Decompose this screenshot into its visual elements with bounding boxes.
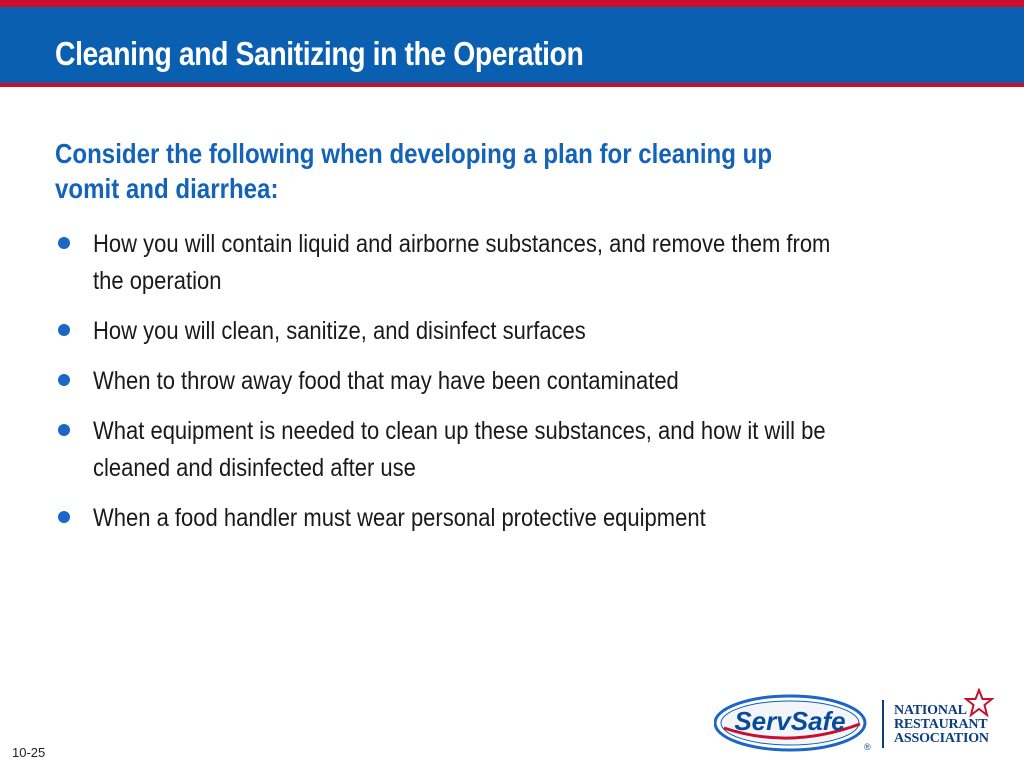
slide-header [0, 7, 1024, 83]
nra-line: ASSOCIATION [894, 731, 989, 746]
bullet-icon [58, 374, 70, 386]
list-item [55, 226, 955, 300]
bullet-icon [58, 511, 70, 523]
footer-logos [714, 688, 1014, 758]
servsafe-logo-icon [714, 688, 874, 758]
svg-text:®: ® [864, 742, 871, 752]
list-item [55, 413, 955, 487]
servsafe-logo-text: ServSafe [734, 706, 846, 736]
list-item [55, 500, 955, 537]
bullet-icon [58, 324, 70, 336]
bullet-text: When a food handler must wear personal protective equipment [93, 504, 706, 532]
intro-text: Consider the following when developing a plan for cleaning up vomit and diarrhea: [55, 138, 773, 204]
bullet-text: What equipment is needed to clean up these substances, and how it will be cleaned and disinfected after use [93, 417, 826, 482]
bullet-list [55, 226, 955, 550]
nra-logo-text [894, 704, 989, 746]
bullet-text: How you will contain liquid and airborne substances, and remove them from the operation [93, 230, 831, 295]
nra-line: NATIONAL [894, 703, 967, 718]
header-bottom-stripe [0, 83, 1024, 87]
bullet-icon [58, 237, 70, 249]
slide-number: 10-25 [12, 745, 46, 760]
bullet-text: How you will clean, sanitize, and disinfect surfaces [93, 317, 586, 345]
list-item [55, 313, 955, 350]
list-item [55, 363, 955, 400]
header-top-stripe [0, 0, 1024, 7]
nra-line: RESTAURANT [894, 717, 988, 732]
bullet-icon [58, 424, 70, 436]
bullet-text: When to throw away food that may have been contaminated [93, 367, 679, 395]
logo-divider [882, 700, 884, 748]
slide-title: Cleaning and Sanitizing in the Operation [55, 35, 584, 72]
